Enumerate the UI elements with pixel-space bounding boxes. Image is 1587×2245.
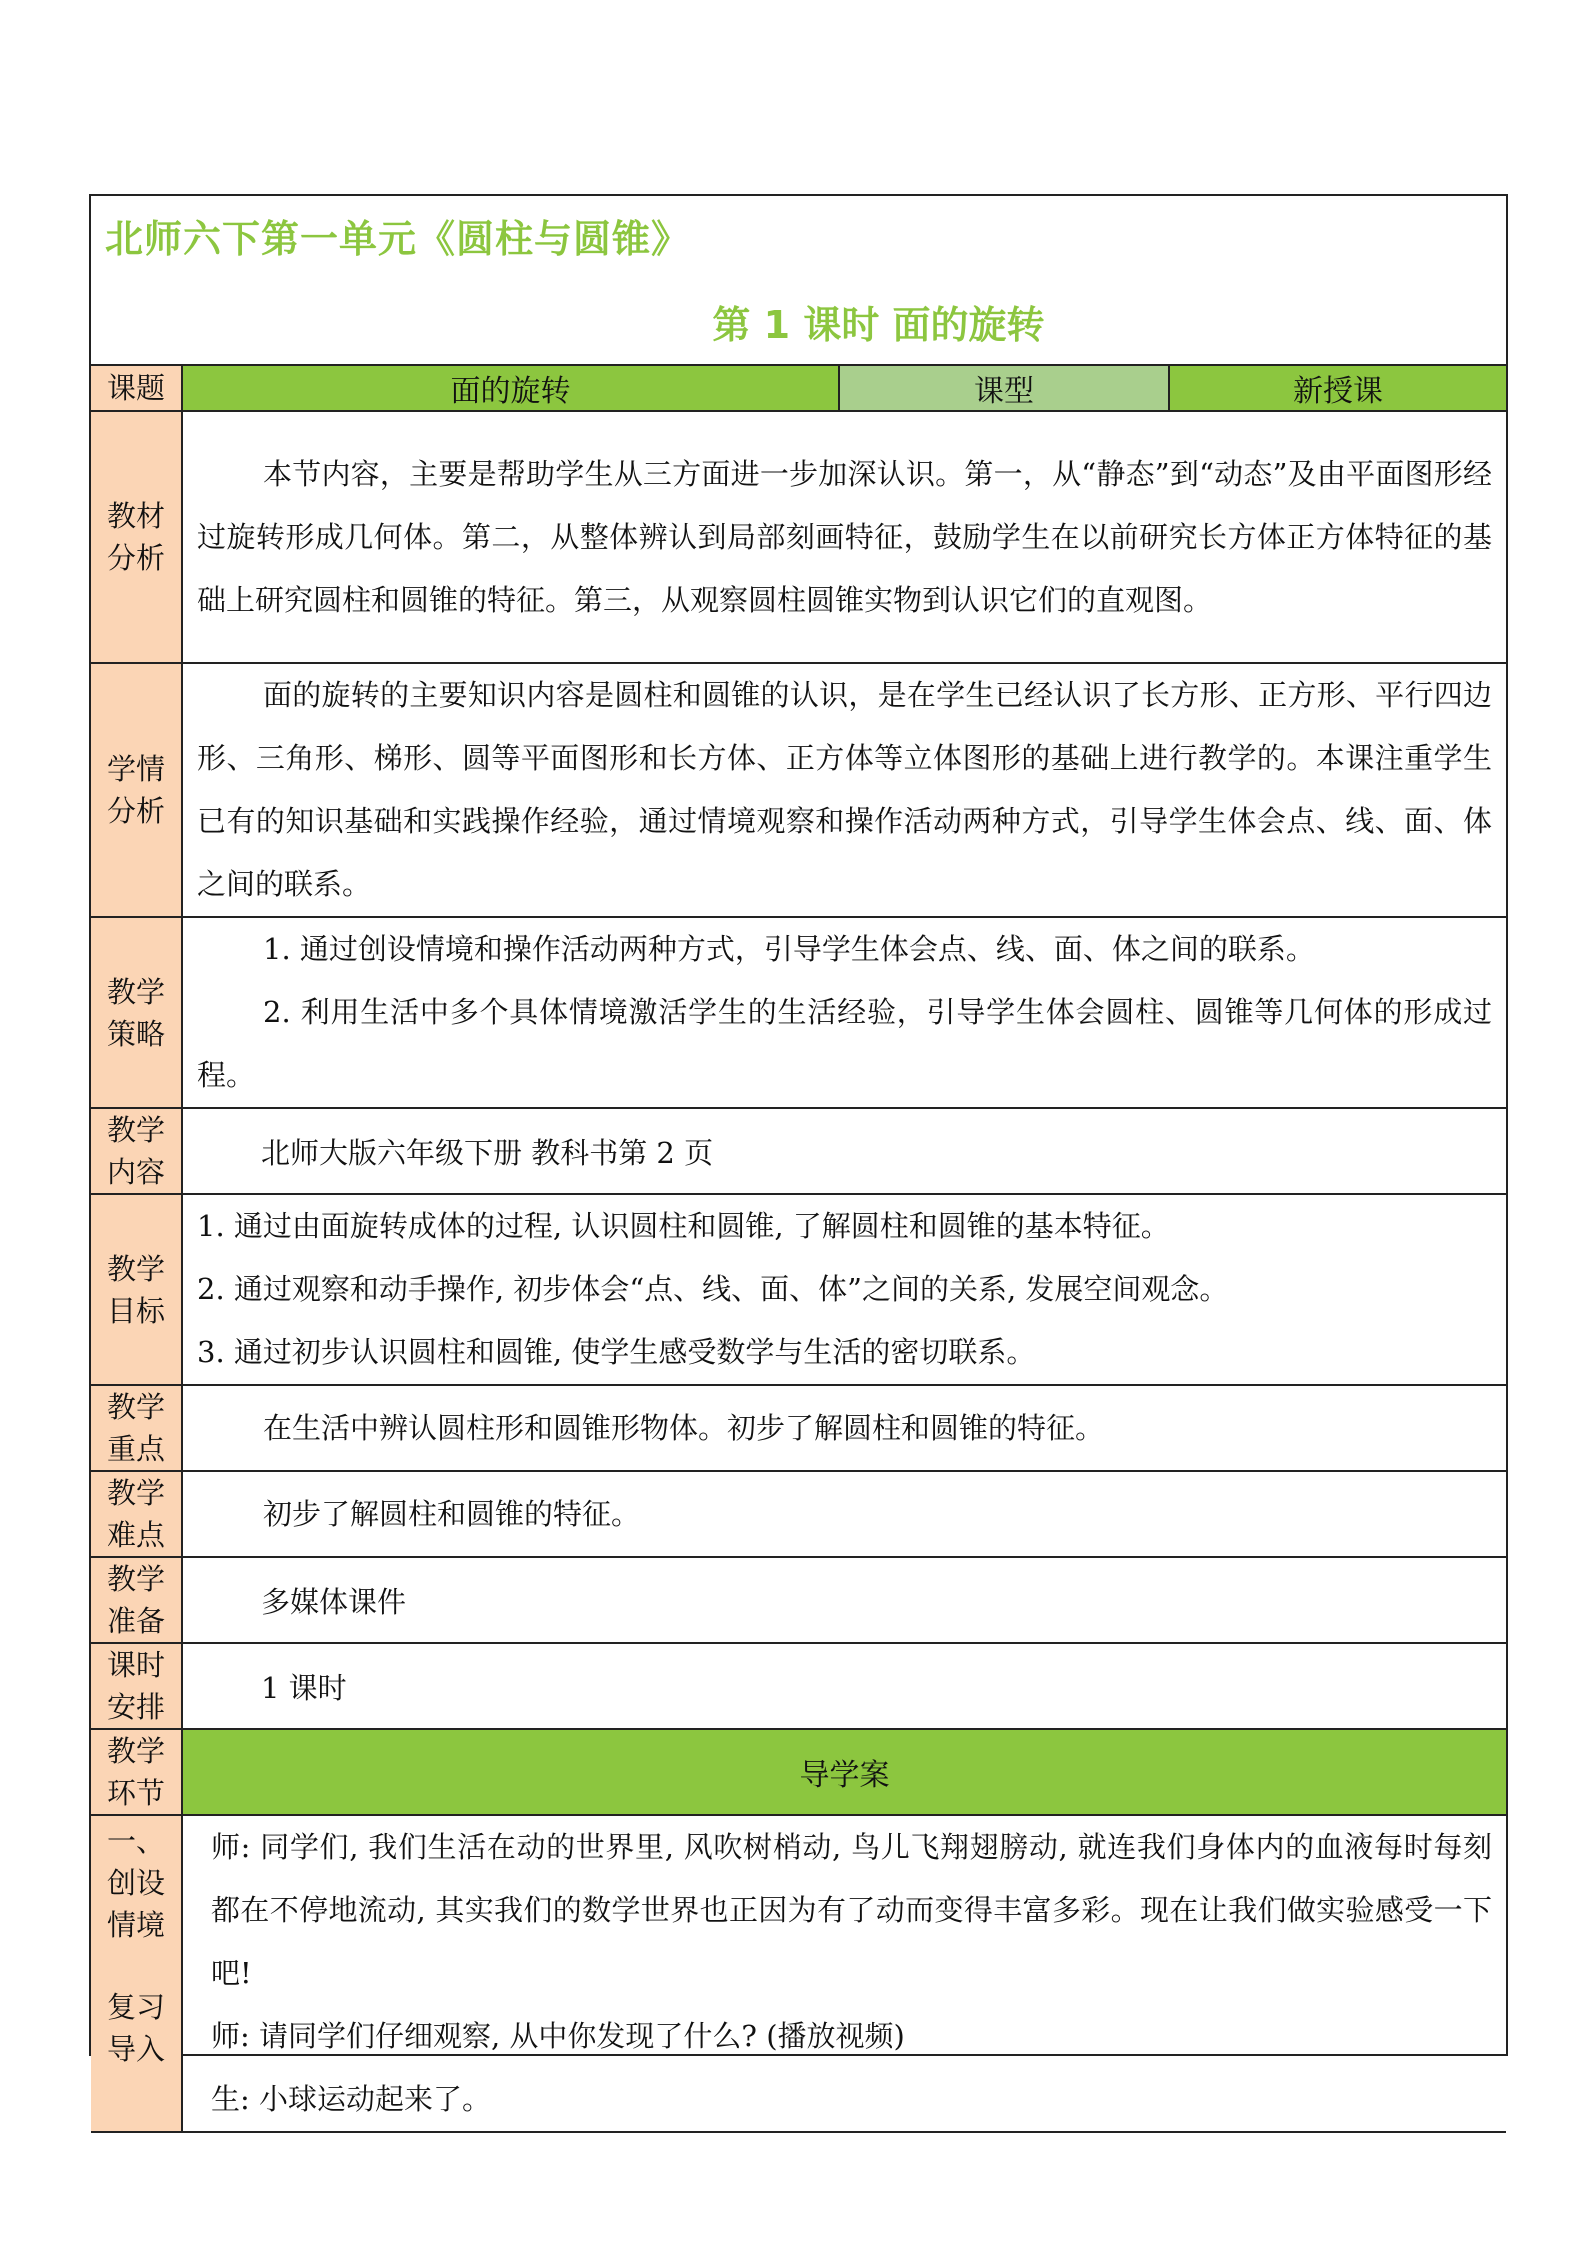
learner-analysis-text: 面的旋转的主要知识内容是圆柱和圆锥的认识，是在学生已经认识了长方形、正方形、平行四边形、三角形、梯形、圆等平面图形和长方体、正方体等立体图形的基础上进行教学的。本课注重学生已有的知识基础和实践操作经验，通过情境观察和操作活动两种方式，引导学生体会点、线、面、体之间的联系。 (197, 678, 1492, 901)
strategy-label: 教学策略 (91, 917, 182, 1108)
intro-row (91, 1815, 1506, 2132)
document-header (91, 196, 1506, 366)
schedule-row (91, 1643, 1506, 1729)
goal-item: 3. 通过初步认识圆柱和圆锥, 使学生感受数学与生活的密切联系。 (197, 1335, 1036, 1369)
strategy-cell (182, 917, 1506, 1108)
learner-analysis-cell (182, 663, 1506, 917)
topic-label: 课题 (91, 366, 182, 411)
material-analysis-row (91, 411, 1506, 663)
key-point-text: 在生活中辨认圆柱形和圆锥形物体。初步了解圆柱和圆锥的特征。 (263, 1410, 1105, 1445)
lesson-type-value: 新授课 (1169, 366, 1506, 411)
material-analysis-label: 教材分析 (91, 411, 182, 663)
intro-line: 生: 小球运动起来了。 (211, 2082, 491, 2116)
content-text: 北师大版六年级下册 教科书第 2 页 (182, 1108, 1506, 1194)
intro-label-bottom: 复习导入 (106, 1990, 165, 2066)
intro-line: 师: 同学们, 我们生活在动的世界里, 风吹树梢动, 鸟儿飞翔翅膀动, 就连我们身体内的血液每时每刻都在不停地流动, 其实我们的数学世界也正因为有了动而变得丰富多彩。现在让我们做实验感受一下吧! (211, 1830, 1492, 1990)
topic-row (91, 366, 1506, 411)
material-analysis-text: 本节内容，主要是帮助学生从三方面进一步加深认识。第一，从“静态”到“动态”及由平面图形经过旋转形成几何体。第二，从整体辨认到局部刻画特征，鼓励学生在以前研究长方体正方体特征的基础上研究圆柱和圆锥的特征。第三，从观察圆柱圆锥实物到认识它们的直观图。 (197, 456, 1492, 617)
lesson-plan-sheet (89, 194, 1508, 2116)
topic-value: 面的旋转 (182, 366, 839, 411)
difficulty-cell (182, 1471, 1506, 1557)
goals-row (91, 1194, 1506, 1385)
preparation-text: 多媒体课件 (182, 1557, 1506, 1643)
difficulty-row (91, 1471, 1506, 1557)
lesson-type-label: 课型 (839, 366, 1169, 411)
intro-cell (182, 1815, 1506, 2132)
stage-text: 导学案 (182, 1729, 1506, 1815)
preparation-row (91, 1557, 1506, 1643)
key-point-row (91, 1385, 1506, 1471)
preparation-label: 教学准备 (91, 1557, 182, 1643)
schedule-label: 课时安排 (91, 1643, 182, 1729)
content-label: 教学内容 (91, 1108, 182, 1194)
lesson-plan-table (91, 366, 1506, 2133)
material-analysis-cell (182, 411, 1506, 663)
strategy-row (91, 917, 1506, 1108)
learner-analysis-row (91, 663, 1506, 917)
goals-label: 教学目标 (91, 1194, 182, 1385)
difficulty-text: 初步了解圆柱和圆锥的特征。 (263, 1496, 641, 1531)
document-title: 北师六下第一单元《圆柱与圆锥》 (105, 217, 691, 261)
learner-analysis-label: 学情分析 (91, 663, 182, 917)
intro-label (91, 1815, 182, 2132)
goal-item: 1. 通过由面旋转成体的过程, 认识圆柱和圆锥, 了解圆柱和圆锥的基本特征。 (197, 1209, 1170, 1243)
strategy-item: 1. 通过创设情境和操作活动两种方式，引导学生体会点、线、面、体之间的联系。 (263, 932, 1315, 966)
stage-row (91, 1729, 1506, 1815)
goal-item: 2. 通过观察和动手操作, 初步体会“点、线、面、体”之间的关系, 发展空间观念。 (197, 1272, 1229, 1306)
key-point-cell (182, 1385, 1506, 1471)
content-row (91, 1108, 1506, 1194)
difficulty-label: 教学难点 (91, 1471, 182, 1557)
intro-label-top: 一、创设情境 (106, 1824, 165, 1942)
goals-cell (182, 1194, 1506, 1385)
stage-label: 教学环节 (91, 1729, 182, 1815)
key-point-label: 教学重点 (91, 1385, 182, 1471)
intro-line: 师: 请同学们仔细观察, 从中你发现了什么? (播放视频) (211, 2019, 905, 2053)
lesson-subtitle: 第 1 课时 面的旋转 (712, 303, 1045, 347)
strategy-item: 2. 利用生活中多个具体情境激活学生的生活经验，引导学生体会圆柱、圆锥等几何体的形成过程。 (197, 995, 1492, 1092)
schedule-text: 1 课时 (182, 1643, 1506, 1729)
